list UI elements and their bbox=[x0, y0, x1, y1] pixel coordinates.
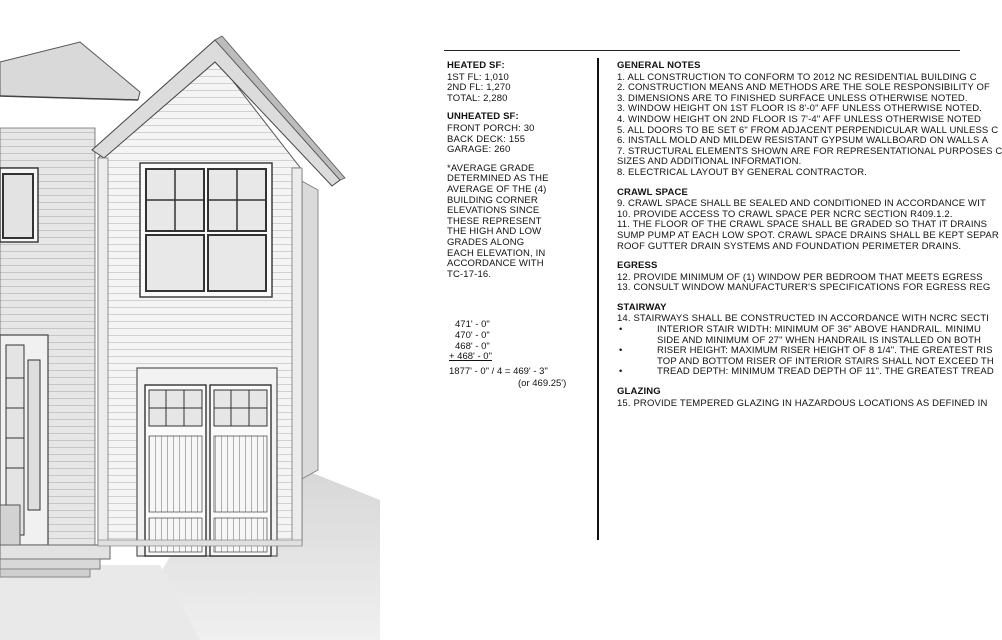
grade-note-line: TC-17-16. bbox=[447, 268, 492, 280]
note-line: 1. ALL CONSTRUCTION TO CONFORM TO 2012 NC RESIDENTIAL BUILDING C bbox=[617, 71, 977, 83]
grade-note-line: EACH ELEVATION, IN bbox=[447, 247, 546, 259]
unheated-sf-line: BACK DECK: 155 bbox=[447, 133, 526, 145]
note-line: SIDE AND MINIMUM OF 27" WHEN HANDRAIL IS INSTALLED ON BOTH bbox=[657, 334, 982, 346]
note-line: 15. PROVIDE TEMPERED GLAZING IN HAZARDOUS LOCATIONS AS DEFINED IN bbox=[617, 397, 988, 409]
bullet-icon: • bbox=[619, 345, 623, 357]
average-grade-decimal: (or 469.25') bbox=[518, 378, 567, 389]
bullet-icon: • bbox=[619, 324, 623, 336]
grade-note-line: ELEVATIONS SINCE bbox=[447, 205, 540, 217]
stair-bullet: • INTERIOR STAIR WIDTH: MINIMUM OF 36" ABOVE HANDRAIL. MINIMU bbox=[619, 324, 981, 336]
note-line: SUMP PUMP AT EACH LOW SPOT. CRAWL SPACE DRAINS SHALL BE KEPT SEPAR bbox=[617, 229, 999, 241]
average-grade-result: 1877' - 0" / 4 = 469' - 3" bbox=[449, 366, 548, 377]
grade-note-line: THE HIGH AND LOW bbox=[447, 226, 542, 238]
egress-heading: EGRESS bbox=[617, 260, 658, 272]
area-summary bbox=[447, 61, 592, 280]
grade-note-line: ACCORDANCE WITH bbox=[447, 258, 544, 270]
note-line: 14. STAIRWAYS SHALL BE CONSTRUCTED IN ACCORDANCE WITH NCRC SECTI bbox=[617, 313, 990, 325]
note-line: 2. CONSTRUCTION MEANS AND METHODS ARE THE SOLE RESPONSIBILITY OF bbox=[617, 82, 990, 94]
title-block-rule bbox=[444, 50, 960, 51]
upper-window bbox=[140, 163, 272, 297]
elevation-value: 470' - 0" bbox=[455, 329, 490, 341]
grade-note-line: *AVERAGE GRADE bbox=[447, 162, 535, 174]
garage-door bbox=[137, 368, 277, 556]
grade-note-line: THESE REPRESENT bbox=[447, 215, 542, 227]
unheated-sf-line: GARAGE: 260 bbox=[447, 144, 511, 156]
note-line: 5. ALL DOORS TO BE SET 6" FROM ADJACENT PERPENDICULAR WALL UNLESS C bbox=[617, 124, 999, 136]
left-roof bbox=[0, 42, 140, 100]
note-line: 8. ELECTRICAL LAYOUT BY GENERAL CONTRACTOR. bbox=[617, 166, 867, 178]
elevation-value: 471' - 0" bbox=[455, 319, 490, 330]
crawl-space-heading: CRAWL SPACE bbox=[617, 186, 688, 198]
average-grade-calculation bbox=[449, 320, 492, 363]
grade-note-line: DETERMINED AS THE bbox=[447, 173, 549, 185]
note-line: TOP AND BOTTOM RISER OF INTERIOR STAIRS SHALL NOT EXCEED TH bbox=[657, 355, 994, 367]
note-line: 7. STRUCTURAL ELEMENTS SHOWN ARE FOR REPRESENTATIONAL PURPOSES C bbox=[617, 145, 1002, 157]
note-line: 3. WINDOW HEIGHT ON 1ST FLOOR IS 8'-0" AFF UNLESS OTHERWISE NOTED. bbox=[617, 103, 983, 115]
stair-bullet: • TREAD DEPTH: MINIMUM TREAD DEPTH OF 11". THE GREATEST TREAD bbox=[619, 366, 994, 378]
note-line: ROOF GUTTER DRAIN SYSTEMS AND FOUNDATION PERIMETER DRAINS. bbox=[617, 240, 962, 252]
note-line: 3. DIMENSIONS ARE TO FINISHED SURFACE UNLESS OTHERWISE NOTED. bbox=[617, 92, 968, 104]
heated-sf-line: TOTAL: 2,280 bbox=[447, 92, 508, 104]
unheated-sf-line: FRONT PORCH: 30 bbox=[447, 122, 535, 134]
note-line: 4. WINDOW HEIGHT ON 2ND FLOOR IS 7'-4" AFF UNLESS OTHERWISE NOTED bbox=[617, 113, 982, 125]
general-notes bbox=[617, 60, 1002, 409]
note-line: 9. CRAWL SPACE SHALL BE SEALED AND CONDITIONED IN ACCORDANCE WIT bbox=[617, 198, 986, 210]
heated-sf-line: 2ND FL: 1,270 bbox=[447, 82, 511, 94]
elevation-value: 468' - 0" bbox=[455, 340, 490, 352]
grade-note-line: BUILDING CORNER bbox=[447, 194, 538, 206]
note-line: 11. THE FLOOR OF THE CRAWL SPACE SHALL BE GRADED SO THAT IT DRAINS bbox=[617, 219, 988, 231]
note-line: 6. INSTALL MOLD AND MILDEW RESISTANT GYPSUM WALLBOARD ON WALLS A bbox=[617, 135, 989, 147]
general-notes-heading: GENERAL NOTES bbox=[617, 60, 701, 71]
note-line: SIZES AND ADDITIONAL INFORMATION. bbox=[617, 156, 802, 168]
stair-bullet: • RISER HEIGHT: MAXIMUM RISER HEIGHT OF 8 1/4". THE GREATEST RIS bbox=[619, 345, 993, 357]
note-line: 12. PROVIDE MINIMUM OF (1) WINDOW PER BEDROOM THAT MEETS EGRESS bbox=[617, 271, 983, 283]
bullet-icon: • bbox=[619, 366, 623, 378]
note-line: 10. PROVIDE ACCESS TO CRAWL SPACE PER NCRC SECTION R409.1.2. bbox=[617, 208, 953, 220]
note-line: 13. CONSULT WINDOW MANUFACTURER'S SPECIFICATIONS FOR EGRESS REG bbox=[617, 282, 991, 294]
house-elevation-rendering bbox=[0, 0, 380, 640]
grade-note-line: GRADES ALONG bbox=[447, 236, 525, 248]
heated-sf-heading: HEATED SF: bbox=[447, 60, 505, 71]
glazing-heading: GLAZING bbox=[617, 386, 661, 398]
elevation-value: + 468' - 0" bbox=[449, 351, 492, 363]
left-upper-window bbox=[0, 168, 38, 242]
stairway-heading: STAIRWAY bbox=[617, 301, 667, 313]
grade-note-line: AVERAGE OF THE (4) bbox=[447, 183, 547, 195]
heated-sf-line: 1ST FL: 1,010 bbox=[447, 71, 509, 83]
column-divider bbox=[597, 58, 599, 540]
unheated-sf-heading: UNHEATED SF: bbox=[447, 111, 519, 123]
